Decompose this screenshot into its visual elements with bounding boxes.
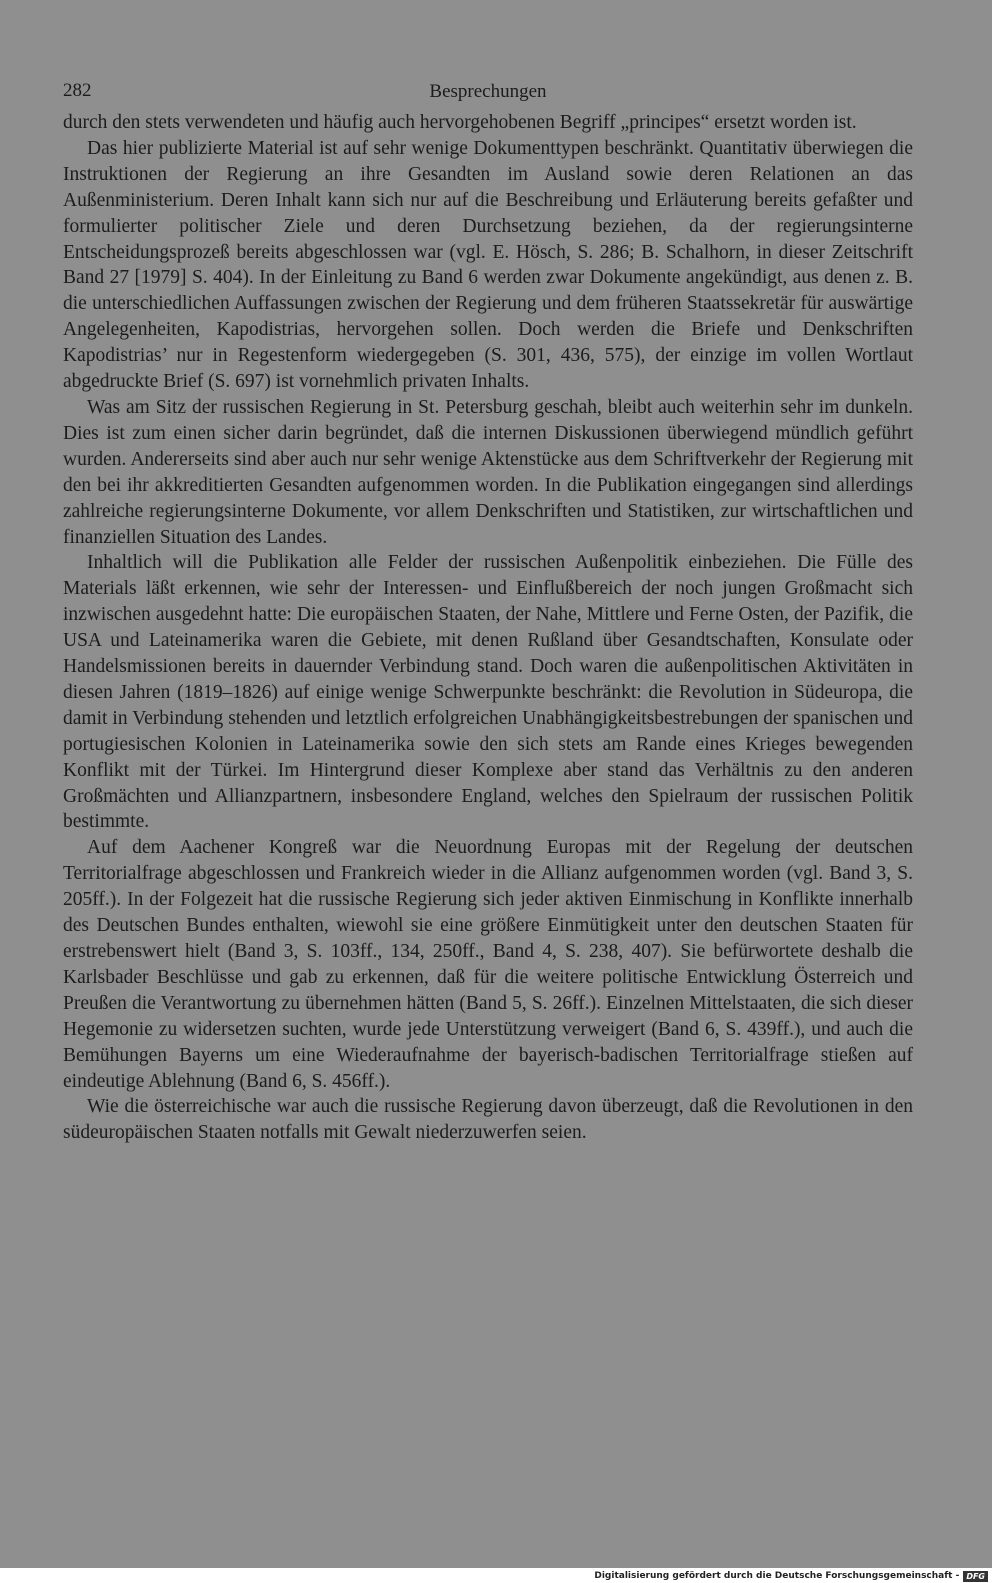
credit-text: Digitalisierung gefördert durch die Deutsche Forschungsgemeinschaft - — [594, 1571, 960, 1581]
paragraph: Was am Sitz der russischen Regierung in St. Petersburg geschah, bleibt auch weiterhin sehr im dunkeln. Dies ist zum einen sicher darin begründet, daß die internen Diskussionen überwiegend mündlich geführt wurden. Andererseits sind aber auch nur sehr wenige Aktenstücke aus dem Schriftverkehr der Regierung mit den bei ihr akkreditierten Gesandten aufgenommen worden. In die Publikation eingegangen sind allerdings zahlreiche regierungsinterne Dokumente, vor allem Denkschriften und Statistiken, zur wirtschaftlichen und finanziellen Situation des Landes. — [63, 396, 913, 548]
page-number: 282 — [63, 80, 92, 101]
digitization-credit — [594, 1570, 988, 1582]
paragraph: Das hier publizierte Material ist auf sehr wenige Dokumenttypen beschränkt. Quantitativ überwiegen die Instruktionen der Regierung an ihre Gesandten im Ausland sowie deren Relationen an das Außenministerium. Deren Inhalt kann sich nur auf die Beschreibung und Erläuterung bereits gefaßter und formulierter politischer Ziele und deren Durchsetzung beziehen, da der regierungsinterne Entscheidungsprozeß bereits abgeschlossen war (vgl. E. Hösch, S. 286; B. Schalhorn, in dieser Zeitschrift Band 27 [1979] S. 404). In der Einleitung zu Band 6 werden zwar Dokumente angekündigt, aus denen z. B. die unterschiedlichen Auffassungen zwischen der Regierung und dem früheren Staatssekretär für auswärtige Angelegenheiten, Kapodistrias, hervorgehen sollen. Doch werden die Briefe und Denkschriften Kapodistrias’ nur in Regestenform wiedergegeben (S. 301, 436, 575), der einzige im vollen Wortlaut abgedruckte Brief (S. 697) ist vornehmlich privaten Inhalts. — [63, 137, 913, 393]
page-content — [63, 76, 913, 1146]
paragraph: Auf dem Aachener Kongreß war die Neuordnung Europas mit der Regelung der deutschen Territorialfrage abgeschlossen und Frankreich wieder in die Allianz aufgenommen worden (vgl. Band 3, S. 205ff.). In der Folgezeit hat die russische Regierung sich jeder aktiven Einmischung in Konflikte innerhalb des Deutschen Bundes enthalten, wiewohl sie eine größere Einmütigkeit unter den deutschen Staaten für erstrebenswert hielt (Band 3, S. 103ff., 134, 250ff., Band 4, S. 238, 407). Sie befürwortete deshalb die Karlsbader Beschlüsse und gab zu erkennen, daß für die weitere politische Entwicklung Österreich und Preußen die Verantwortung zu übernehmen hätten (Band 5, S. 26ff.). Einzelnen Mittelstaaten, die sich dieser Hegemonie zu widersetzen suchten, wurde jede Unterstützung verweigert (Band 6, S. 439ff.), und auch die Bemühungen Bayerns um eine Wiederaufnahme der bayerisch-badischen Territorialfrage stießen auf eindeutige Ablehnung (Band 6, S. 456ff.). — [63, 837, 913, 1092]
body-text — [63, 110, 913, 1146]
dfg-logo: DFG — [963, 1571, 988, 1582]
paragraph: durch den stets verwendeten und häufig auch hervorgehobenen Begriff „principes“ ersetzt worden ist. — [63, 112, 857, 133]
paragraph: Inhaltlich will die Publikation alle Felder der russischen Außenpolitik einbeziehen. Die Fülle des Materials läßt erkennen, wie sehr der Interessen- und Einflußbereich der noch jungen Großmacht sich inzwischen ausgedehnt hatte: Die europäischen Staaten, der Nahe, Mittlere und Ferne Osten, der Pazifik, die USA und Lateinamerika waren die Gebiete, mit denen Rußland über Gesandtschaften, Konsulate oder Handelsmissionen bereits in dauernder Verbindung stand. Doch waren die außenpolitischen Aktivitäten in diesen Jahren (1819–1826) auf einige wenige Schwerpunkte beschränkt: die Revolution in Südeuropa, die damit in Verbindung stehenden und letztlich erfolgreichen Unabhängigkeitsbestrebungen der spanischen und portugiesischen Kolonien in Lateinamerika sowie den sich stets am Rande eines Krieges bewegenden Konflikt mit der Türkei. Im Hintergrund dieser Komplexe aber stand das Verhältnis zu den anderen Großmächten und Allianzpartnern, insbesondere England, welches den Spielraum der russischen Politik bestimmte. — [63, 552, 913, 833]
page-header — [63, 76, 913, 110]
paragraph: Wie die österreichische war auch die russische Regierung davon überzeugt, daß die Revolutionen in den südeuropäischen Staaten notfalls mit Gewalt niederzuwerfen seien. — [63, 1096, 913, 1144]
running-head: Besprechungen — [429, 81, 547, 102]
